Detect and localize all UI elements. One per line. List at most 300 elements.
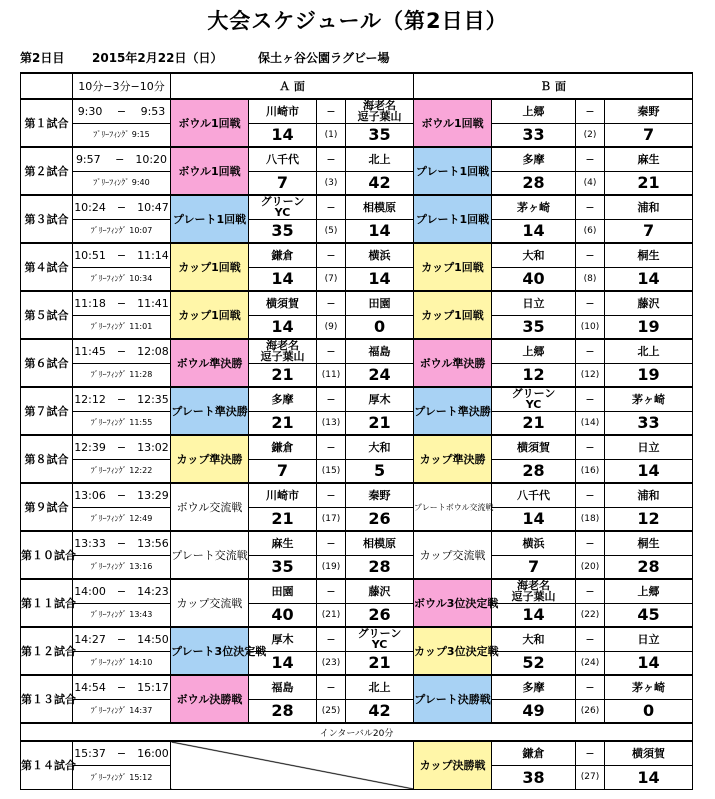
score-a-2: 35 — [346, 123, 414, 147]
match-time: 12:12 − 12:35 — [73, 387, 171, 411]
match-label: 第１１試合 — [21, 579, 73, 627]
match-label: 第６試合 — [21, 339, 73, 387]
team-a-2 — [346, 195, 414, 219]
score-a-2: 42 — [346, 699, 414, 723]
vs-dash: − — [317, 531, 346, 555]
team-b-2-text: 浦和 — [637, 200, 660, 214]
vs-dash: − — [317, 339, 346, 363]
briefing-time: ﾌﾞﾘｰﾌｨﾝｸﾞ 15:12 — [73, 765, 171, 789]
team-b-1-text: 日立 — [522, 296, 545, 310]
team-a-1-text: 福島 — [271, 680, 294, 694]
team-a-2 — [346, 243, 414, 267]
match-number-a: (17) — [317, 507, 346, 531]
match-number-a: (3) — [317, 171, 346, 195]
score-b-2: 7 — [605, 219, 693, 243]
team-a-2-text: 横浜 — [368, 248, 391, 262]
category-b: カップ1回戦 — [414, 243, 492, 291]
score-b-1: 38 — [492, 765, 576, 789]
team-b-1-text: 多摩 — [522, 152, 545, 166]
score-a-1: 21 — [249, 363, 317, 387]
team-b-1-text: 上郷 — [522, 344, 545, 358]
team-a-2-text: 大和 — [368, 440, 391, 454]
match-number-b: (27) — [576, 765, 605, 789]
team-b-1-text: 多摩 — [522, 680, 545, 694]
table-row — [21, 267, 693, 291]
team-a-1 — [249, 579, 317, 603]
team-a-2 — [346, 579, 414, 603]
field-b-header: Ｂ 面 — [414, 73, 693, 99]
score-a-1: 14 — [249, 267, 317, 291]
vs-dash: − — [317, 675, 346, 699]
match-number-a: (19) — [317, 555, 346, 579]
briefing-time: ﾌﾞﾘｰﾌｨﾝｸﾞ 9:40 — [73, 171, 171, 195]
score-a-1: 21 — [249, 411, 317, 435]
match-time: 12:39 − 13:02 — [73, 435, 171, 459]
score-a-2: 42 — [346, 171, 414, 195]
team-b-1-text: 横須賀 — [517, 440, 551, 454]
category-a: プレート1回戦 — [171, 195, 249, 243]
team-b-2-text: 秦野 — [637, 104, 660, 118]
table-row — [21, 603, 693, 627]
vs-dash: − — [317, 99, 346, 123]
team-a-1 — [249, 147, 317, 171]
team-b-1 — [492, 99, 576, 123]
table-row — [21, 291, 693, 315]
vs-dash: − — [317, 579, 346, 603]
team-a-2 — [346, 291, 414, 315]
table-row — [21, 73, 693, 99]
team-a-2 — [346, 339, 414, 363]
vs-dash: − — [317, 483, 346, 507]
match-number-b: (18) — [576, 507, 605, 531]
match-number-b: (22) — [576, 603, 605, 627]
score-a-1: 14 — [249, 651, 317, 675]
team-a-2-text: 藤沢 — [368, 584, 391, 598]
team-a-1-text: 横須賀 — [266, 296, 299, 310]
date-label: 2015年2月22日（日） — [92, 51, 223, 65]
team-b-1-text: 海老名 — [517, 579, 551, 593]
table-row — [21, 219, 693, 243]
vs-dash: − — [576, 339, 605, 363]
briefing-time: ﾌﾞﾘｰﾌｨﾝｸﾞ 14:10 — [73, 651, 171, 675]
score-b-2: 14 — [605, 459, 693, 483]
match-number-a: (5) — [317, 219, 346, 243]
briefing-time: ﾌﾞﾘｰﾌｨﾝｸﾞ 11:28 — [73, 363, 171, 387]
vs-dash: − — [576, 291, 605, 315]
match-number-b: (8) — [576, 267, 605, 291]
team-b-1 — [492, 741, 576, 765]
team-a-1-text: 鎌倉 — [271, 440, 294, 454]
team-b-2-text: 北上 — [637, 344, 660, 358]
team-a-2-text: グリーン — [357, 627, 402, 641]
briefing-time: ﾌﾞﾘｰﾌｨﾝｸﾞ 12:49 — [73, 507, 171, 531]
team-b-2 — [605, 627, 693, 651]
team-b-1 — [492, 531, 576, 555]
score-b-1: 35 — [492, 315, 576, 339]
vs-dash: − — [317, 195, 346, 219]
team-b-2 — [605, 243, 693, 267]
briefing-time: ﾌﾞﾘｰﾌｨﾝｸﾞ 10:07 — [73, 219, 171, 243]
category-b: ボウル3位決定戦 — [414, 579, 492, 627]
briefing-time: ﾌﾞﾘｰﾌｨﾝｸﾞ 9:15 — [73, 123, 171, 147]
score-b-1: 12 — [492, 363, 576, 387]
team-b-1-text: 逗子葉山 — [511, 590, 556, 604]
score-b-2: 12 — [605, 507, 693, 531]
score-a-2: 14 — [346, 219, 414, 243]
match-label: 第３試合 — [21, 195, 73, 243]
vs-dash: − — [317, 435, 346, 459]
team-a-1 — [249, 339, 317, 363]
team-b-2 — [605, 531, 693, 555]
team-a-1-text: 厚木 — [271, 632, 294, 646]
vs-dash: − — [576, 531, 605, 555]
team-b-1 — [492, 339, 576, 363]
match-number-b: (2) — [576, 123, 605, 147]
score-a-1: 7 — [249, 171, 317, 195]
match-number-a: (23) — [317, 651, 346, 675]
team-b-2-text: 桐生 — [637, 248, 660, 262]
vs-dash: − — [576, 741, 605, 765]
vs-dash: − — [576, 195, 605, 219]
team-a-2 — [346, 531, 414, 555]
score-b-2: 7 — [605, 123, 693, 147]
venue-label: 保土ヶ谷公園ラグビー場 — [258, 51, 390, 65]
score-a-2: 21 — [346, 411, 414, 435]
match-number-b: (20) — [576, 555, 605, 579]
vs-dash: − — [317, 387, 346, 411]
briefing-time: ﾌﾞﾘｰﾌｨﾝｸﾞ 10:34 — [73, 267, 171, 291]
team-b-2-text: 上郷 — [637, 584, 660, 598]
team-b-1 — [492, 291, 576, 315]
table-row — [21, 123, 693, 147]
category-a: プレート準決勝 — [171, 387, 249, 435]
team-b-2 — [605, 387, 693, 411]
team-b-2 — [605, 579, 693, 603]
team-b-2 — [605, 195, 693, 219]
match-time: 13:06 − 13:29 — [73, 483, 171, 507]
category-b: カップ交流戦 — [414, 531, 492, 579]
table-row — [21, 435, 693, 459]
score-b-1: 28 — [492, 459, 576, 483]
score-a-1: 40 — [249, 603, 317, 627]
score-b-2: 0 — [605, 699, 693, 723]
match-time: 10:51 − 11:14 — [73, 243, 171, 267]
match-number-b: (10) — [576, 315, 605, 339]
team-b-1 — [492, 147, 576, 171]
score-a-2: 26 — [346, 603, 414, 627]
team-a-2 — [346, 675, 414, 699]
team-a-1 — [249, 387, 317, 411]
team-a-2-text: 逗子葉山 — [357, 110, 402, 124]
team-a-2-text: 厚木 — [368, 392, 391, 406]
team-b-2 — [605, 675, 693, 699]
match-number-a: (11) — [317, 363, 346, 387]
category-b: カップ3位決定戦 — [414, 627, 492, 675]
table-row — [21, 243, 693, 267]
match-label: 第７試合 — [21, 387, 73, 435]
vs-dash: − — [576, 483, 605, 507]
team-b-2 — [605, 147, 693, 171]
vs-dash: − — [576, 627, 605, 651]
team-a-1 — [249, 243, 317, 267]
score-b-1: 49 — [492, 699, 576, 723]
category-a: ボウル決勝戦 — [171, 675, 249, 723]
team-a-2 — [346, 435, 414, 459]
table-row — [21, 459, 693, 483]
table-row — [21, 195, 693, 219]
category-a: カップ準決勝 — [171, 435, 249, 483]
team-b-2-text: 浦和 — [637, 488, 660, 502]
team-a-2-text: 相模原 — [363, 536, 397, 550]
team-a-1-text: 田園 — [271, 584, 294, 598]
category-a: ボウル1回戦 — [171, 147, 249, 195]
team-a-1-text: 川崎市 — [266, 104, 299, 118]
vs-dash: − — [576, 243, 605, 267]
team-b-2-text: 日立 — [637, 632, 660, 646]
match-label: 第１２試合 — [21, 627, 73, 675]
team-a-1 — [249, 675, 317, 699]
team-b-1-text: YC — [525, 398, 542, 412]
vs-dash: − — [576, 435, 605, 459]
match-time: 15:37 − 16:00 — [73, 741, 171, 765]
score-b-1: 21 — [492, 411, 576, 435]
score-b-1: 14 — [492, 219, 576, 243]
team-b-1 — [492, 627, 576, 651]
vs-dash: − — [317, 627, 346, 651]
match-number-a: (21) — [317, 603, 346, 627]
category-a: カップ1回戦 — [171, 291, 249, 339]
team-a-1-text: YC — [274, 206, 291, 220]
team-a-2-text: YC — [371, 638, 388, 652]
score-a-1: 35 — [249, 219, 317, 243]
match-label: 第１試合 — [21, 99, 73, 147]
table-row — [21, 387, 693, 411]
team-b-1-text: 横浜 — [522, 536, 545, 550]
score-a-1: 14 — [249, 315, 317, 339]
vs-dash: − — [317, 147, 346, 171]
score-a-1: 14 — [249, 123, 317, 147]
match-label: 第９試合 — [21, 483, 73, 531]
score-b-2: 14 — [605, 651, 693, 675]
category-b: カップ準決勝 — [414, 435, 492, 483]
category-b: プレート1回戦 — [414, 147, 492, 195]
score-b-2: 21 — [605, 171, 693, 195]
team-a-2-text: 秦野 — [368, 488, 391, 502]
vs-dash: − — [576, 99, 605, 123]
team-a-2-text: 北上 — [368, 680, 391, 694]
category-a: ボウル交流戦 — [171, 483, 249, 531]
briefing-time: ﾌﾞﾘｰﾌｨﾝｸﾞ 11:55 — [73, 411, 171, 435]
vs-dash: − — [576, 147, 605, 171]
schedule-table — [20, 72, 693, 790]
score-a-2: 24 — [346, 363, 414, 387]
score-a-2: 21 — [346, 651, 414, 675]
team-b-2-text: 桐生 — [637, 536, 660, 550]
category-a: ボウル準決勝 — [171, 339, 249, 387]
category-b: カップ1回戦 — [414, 291, 492, 339]
table-row — [21, 627, 693, 651]
vs-dash: − — [576, 387, 605, 411]
briefing-time: ﾌﾞﾘｰﾌｨﾝｸﾞ 13:43 — [73, 603, 171, 627]
team-a-1-text: 多摩 — [271, 392, 294, 406]
table-row — [21, 675, 693, 699]
match-time: 13:33 − 13:56 — [73, 531, 171, 555]
interval-label: インターバル20分 — [21, 723, 693, 741]
page-title: 大会スケジュール（第2日目） — [207, 9, 508, 33]
team-a-2 — [346, 627, 414, 651]
table-row — [21, 555, 693, 579]
score-b-2: 19 — [605, 363, 693, 387]
score-b-2: 45 — [605, 603, 693, 627]
table-row — [21, 147, 693, 171]
category-b: プレート準決勝 — [414, 387, 492, 435]
team-b-1-text: 上郷 — [522, 104, 545, 118]
score-b-2: 19 — [605, 315, 693, 339]
team-b-2 — [605, 741, 693, 765]
match-number-b: (4) — [576, 171, 605, 195]
team-a-1 — [249, 483, 317, 507]
team-a-1-text: 逗子葉山 — [260, 350, 305, 364]
team-a-1-text: 川崎市 — [266, 488, 299, 502]
match-label: 第２試合 — [21, 147, 73, 195]
match-label: 第１４試合 — [21, 741, 73, 789]
score-a-1: 35 — [249, 555, 317, 579]
match-number-b: (6) — [576, 219, 605, 243]
category-a: プレート交流戦 — [171, 531, 249, 579]
score-a-1: 21 — [249, 507, 317, 531]
format-label: 10分−3分−10分 — [73, 73, 171, 99]
team-a-2-text: 相模原 — [363, 200, 397, 214]
team-b-1-text: グリーン — [511, 387, 556, 401]
score-b-1: 33 — [492, 123, 576, 147]
team-b-1 — [492, 195, 576, 219]
match-number-a: (15) — [317, 459, 346, 483]
vs-dash: − — [576, 579, 605, 603]
team-b-1 — [492, 483, 576, 507]
category-b: プレートボウル交流戦 — [414, 483, 492, 531]
team-b-1 — [492, 675, 576, 699]
team-a-2 — [346, 147, 414, 171]
match-label: 第８試合 — [21, 435, 73, 483]
score-a-1: 7 — [249, 459, 317, 483]
category-b: プレート1回戦 — [414, 195, 492, 243]
team-b-2 — [605, 435, 693, 459]
match-number-a: (7) — [317, 267, 346, 291]
team-b-1-text: 大和 — [522, 248, 545, 262]
field-a-header: Ａ 面 — [171, 73, 414, 99]
score-a-2: 0 — [346, 315, 414, 339]
match-number-b: (14) — [576, 411, 605, 435]
team-a-2-text: 北上 — [368, 152, 391, 166]
table-row — [21, 363, 693, 387]
match-number-a: (1) — [317, 123, 346, 147]
score-a-1: 28 — [249, 699, 317, 723]
match-time: 10:24 − 10:47 — [73, 195, 171, 219]
team-a-1 — [249, 195, 317, 219]
score-a-2: 5 — [346, 459, 414, 483]
match-time: 14:00 − 14:23 — [73, 579, 171, 603]
team-a-1 — [249, 291, 317, 315]
table-row — [21, 579, 693, 603]
team-b-2-text: 茅ヶ崎 — [632, 392, 666, 406]
match-time: 14:27 − 14:50 — [73, 627, 171, 651]
table-row — [21, 171, 693, 195]
category-b: プレート決勝戦 — [414, 675, 492, 723]
category-b: ボウル準決勝 — [414, 339, 492, 387]
team-a-1-text: 海老名 — [266, 339, 299, 353]
table-row — [21, 315, 693, 339]
table-row — [21, 531, 693, 555]
day-label: 第2日目 — [20, 51, 65, 65]
team-b-2-text: 横須賀 — [632, 746, 666, 760]
team-b-2 — [605, 99, 693, 123]
score-a-2: 26 — [346, 507, 414, 531]
score-b-1: 7 — [492, 555, 576, 579]
category-a: カップ交流戦 — [171, 579, 249, 627]
table-row — [21, 411, 693, 435]
briefing-time: ﾌﾞﾘｰﾌｨﾝｸﾞ 12:22 — [73, 459, 171, 483]
team-a-1 — [249, 531, 317, 555]
briefing-time: ﾌﾞﾘｰﾌｨﾝｸﾞ 13:16 — [73, 555, 171, 579]
team-b-2-text: 麻生 — [637, 152, 660, 166]
team-b-2-text: 茅ヶ崎 — [632, 680, 666, 694]
table-row — [21, 723, 693, 741]
vs-dash: − — [317, 291, 346, 315]
team-a-1 — [249, 99, 317, 123]
score-b-1: 28 — [492, 171, 576, 195]
match-time: 14:54 − 15:17 — [73, 675, 171, 699]
match-number-a: (25) — [317, 699, 346, 723]
table-row — [21, 339, 693, 363]
match-time: 11:45 − 12:08 — [73, 339, 171, 363]
score-b-1: 14 — [492, 507, 576, 531]
score-b-2: 14 — [605, 267, 693, 291]
match-time: 9:30 − 9:53 — [73, 99, 171, 123]
match-number-a: (13) — [317, 411, 346, 435]
score-b-1: 14 — [492, 603, 576, 627]
match-label: 第４試合 — [21, 243, 73, 291]
score-a-2: 14 — [346, 267, 414, 291]
score-a-2: 28 — [346, 555, 414, 579]
vs-dash: − — [317, 243, 346, 267]
table-row — [21, 651, 693, 675]
score-b-1: 52 — [492, 651, 576, 675]
match-time: 11:18 − 11:41 — [73, 291, 171, 315]
table-row — [21, 741, 693, 765]
team-a-1 — [249, 435, 317, 459]
team-b-1-text: 大和 — [522, 632, 545, 646]
score-b-2: 33 — [605, 411, 693, 435]
team-a-1-text: 麻生 — [271, 536, 294, 550]
team-b-1-text: 八千代 — [517, 488, 551, 502]
category-a: カップ1回戦 — [171, 243, 249, 291]
category-a: ボウル1回戦 — [171, 99, 249, 147]
team-a-1-text: 鎌倉 — [271, 248, 294, 262]
category-b: ボウル1回戦 — [414, 99, 492, 147]
team-b-1 — [492, 387, 576, 411]
team-b-2 — [605, 339, 693, 363]
match-number-b: (12) — [576, 363, 605, 387]
team-a-2 — [346, 483, 414, 507]
score-b-1: 40 — [492, 267, 576, 291]
team-a-2-text: 福島 — [368, 344, 391, 358]
match-label: 第１０試合 — [21, 531, 73, 579]
category-b: カップ決勝戦 — [414, 741, 492, 789]
score-b-2: 28 — [605, 555, 693, 579]
briefing-time: ﾌﾞﾘｰﾌｨﾝｸﾞ 14:37 — [73, 699, 171, 723]
match-label: 第５試合 — [21, 291, 73, 339]
briefing-time: ﾌﾞﾘｰﾌｨﾝｸﾞ 11:01 — [73, 315, 171, 339]
